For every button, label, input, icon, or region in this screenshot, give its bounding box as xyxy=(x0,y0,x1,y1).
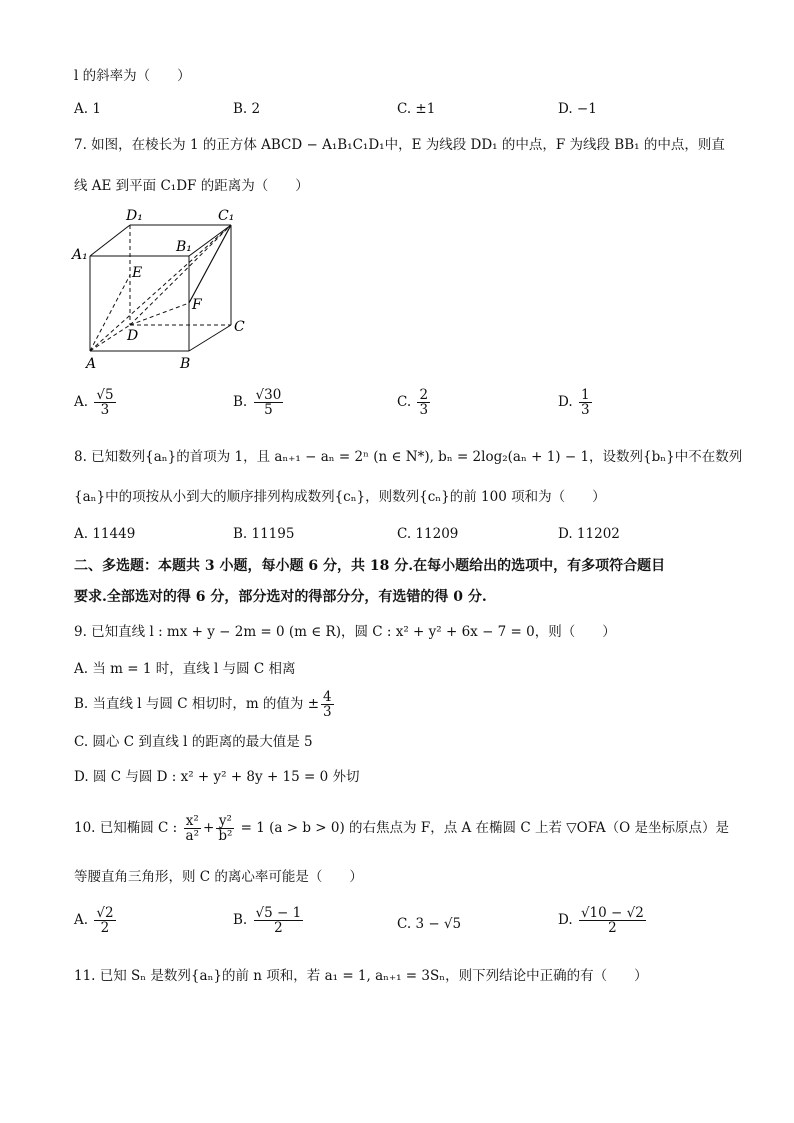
q10-stem-line1: 10. 已知椭圆 C : $\frac{\text{x²}}{\text{a²}}$ + $\frac{\text{y²}}{\text{b²}}$ = 1 (a > b > 0) 的右焦点为 F，点 A 在椭圆 C 上若 ▽OFA（O 是坐标原点）是 xyxy=(74,813,729,844)
q8-option-c: C. 11209 xyxy=(397,526,459,542)
q8-stem-line2: {aₙ}中的项按从小到大的顺序排列构成数列{cₙ}，则数列{cₙ}的前 100 项和为（ ） xyxy=(74,489,606,505)
label-d1: D₁ xyxy=(126,208,143,224)
q8-option-d: D. 11202 xyxy=(558,526,620,542)
q10-option-d: D. $\frac{√10 - √2}{2}$ xyxy=(558,905,644,936)
cube-figure xyxy=(70,205,260,375)
label-a1: A₁ xyxy=(72,247,88,263)
label-c: C xyxy=(234,319,245,335)
q7-option-c: C. $\frac{2}{3}$ xyxy=(397,387,429,418)
q8-stem-line1: 8. 已知数列{aₙ}的首项为 1，且 aₙ₊₁ − aₙ = 2ⁿ (n ∈ N*), bₙ = 2log₂(aₙ + 1) − 1，设数列{bₙ}中不在数列 xyxy=(74,449,743,465)
q6-stem-tail: l 的斜率为（ ） xyxy=(74,68,191,84)
q10-option-a: A. $\frac{√2}{2}$ xyxy=(74,905,114,936)
q9-option-c: C. 圆心 C 到直线 l 的距离的最大值是 5 xyxy=(74,734,313,750)
q10-option-c: C. 3 − √5 xyxy=(397,916,462,932)
q7-stem-line1: 7. 如图，在棱长为 1 的正方体 ABCD − A₁B₁C₁D₁中，E 为线段 DD₁ 的中点，F 为线段 BB₁ 的中点，则直 xyxy=(74,137,725,153)
q7-stem-line2: 线 AE 到平面 C₁DF 的距离为（ ） xyxy=(74,178,309,194)
q6-option-b: B. 2 xyxy=(233,101,261,117)
q8-option-a: A. 11449 xyxy=(74,526,136,542)
label-f: F xyxy=(192,297,202,313)
q11-stem: 11. 已知 Sₙ 是数列{aₙ}的前 n 项和，若 a₁ = 1, aₙ₊₁ = 3Sₙ，则下列结论中正确的有（ ） xyxy=(74,968,648,984)
q10-stem-line2: 等腰直角三角形，则 C 的离心率可能是（ ） xyxy=(74,869,363,885)
label-d: D xyxy=(127,328,139,344)
q9-option-b: B. 当直线 l 与圆 C 相切时，m 的值为 ± $\frac{4}{3}$ xyxy=(74,689,332,720)
q9-option-d: D. 圆 C 与圆 D : x² + y² + 8y + 15 = 0 外切 xyxy=(74,769,360,785)
q6-option-a: A. 1 xyxy=(74,101,101,117)
q6-option-c: C. ±1 xyxy=(397,101,436,117)
label-b1: B₁ xyxy=(176,239,192,255)
q9-option-a: A. 当 m = 1 时，直线 l 与圆 C 相离 xyxy=(74,661,296,677)
q7-option-a: A. $\frac{√5}{3}$ xyxy=(74,387,114,418)
q7-option-d: D. $\frac{1}{3}$ xyxy=(558,387,590,418)
q7-option-b: B. $\frac{√30}{5}$ xyxy=(233,387,282,418)
section2-heading-line1: 二、多选题：本题共 3 小题，每小题 6 分，共 18 分.在每小题给出的选项中，有多项符合题目 xyxy=(74,558,666,574)
q10-option-b: B. $\frac{√5 - 1}{2}$ xyxy=(233,905,302,936)
label-b: B xyxy=(180,356,191,372)
label-e: E xyxy=(132,265,143,281)
q8-option-b: B. 11195 xyxy=(233,526,295,542)
q9-stem: 9. 已知直线 l : mx + y − 2m = 0 (m ∈ R)，圆 C : x² + y² + 6x − 7 = 0，则（ ） xyxy=(74,624,616,640)
label-a: A xyxy=(86,356,97,372)
section2-heading-line2: 要求.全部选对的得 6 分，部分选对的得部分分，有选错的得 0 分. xyxy=(74,589,487,605)
q6-option-d: D. −1 xyxy=(558,101,597,117)
label-c1: C₁ xyxy=(218,208,235,224)
